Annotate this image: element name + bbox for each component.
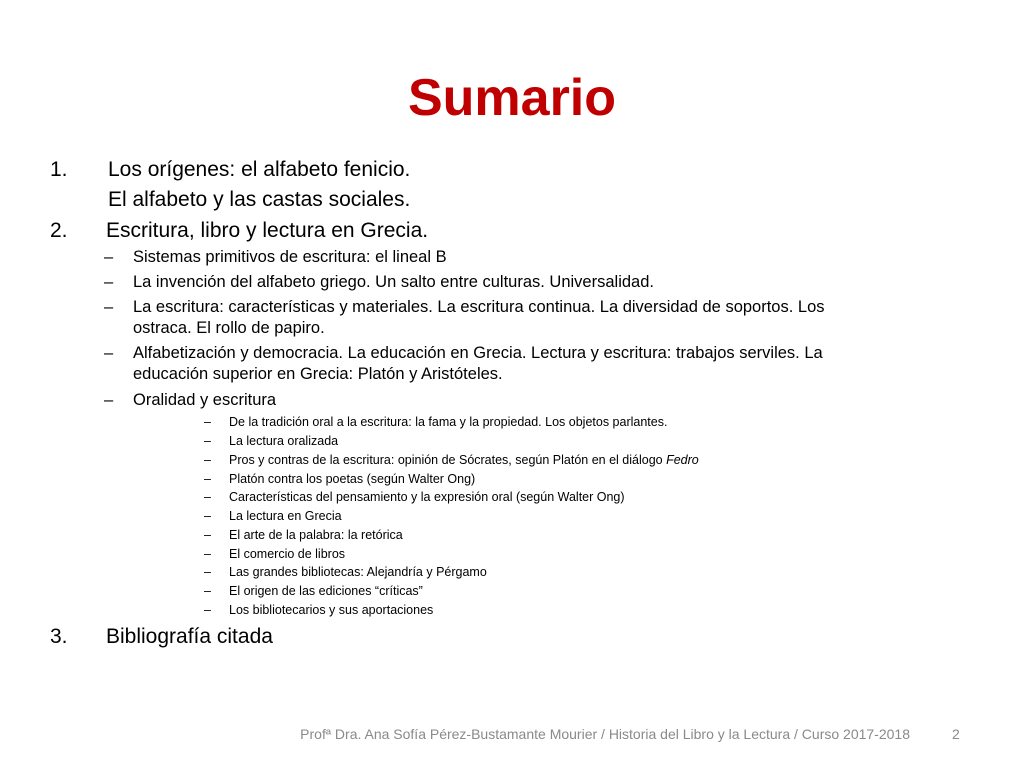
dash-bullet: – — [204, 547, 211, 561]
sub-item-text: educación superior en Grecia: Platón y Aristóteles. — [133, 365, 503, 383]
dash-bullet: – — [204, 584, 211, 598]
sub-item-text: Oralidad y escritura — [133, 391, 277, 409]
sub-sub-item-text: Los bibliotecarios y sus aportaciones — [229, 603, 434, 617]
footer-text: Profª Dra. Ana Sofía Pérez-Bustamante Mourier / Historia del Libro y la Lectura / Curso 2017-2018 — [300, 726, 910, 742]
sub-sub-item-text: El arte de la palabra: la retórica — [229, 528, 403, 542]
sub-sub-item-text: Platón contra los poetas (según Walter Ong) — [229, 472, 476, 486]
item-number: 2. — [50, 219, 68, 242]
dash-bullet: – — [204, 528, 211, 542]
sub-item-text: Alfabetización y democracia. La educación en Grecia. Lectura y escritura: trabajos serviles. La — [133, 344, 823, 362]
dash-bullet: – — [104, 344, 114, 362]
dash-bullet: – — [204, 509, 211, 523]
sub-sub-item-text: La lectura en Grecia — [229, 509, 342, 523]
dash-bullet: – — [104, 273, 114, 291]
dash-bullet: – — [204, 434, 211, 448]
sub-sub-item-text: La lectura oralizada — [229, 434, 339, 448]
dash-bullet: – — [104, 391, 114, 409]
dash-bullet: – — [104, 248, 114, 266]
sub-sub-item-text: El origen de las ediciones “críticas” — [229, 584, 423, 598]
dash-bullet: – — [204, 415, 211, 429]
item-number: 3. — [50, 625, 68, 648]
sub-item-text: La invención del alfabeto griego. Un salto entre culturas. Universalidad. — [133, 273, 654, 291]
sub-sub-item-text: Características del pensamiento y la expresión oral (según Walter Ong) — [229, 490, 625, 504]
dash-bullet: – — [204, 490, 211, 504]
item-text: El alfabeto y las castas sociales. — [108, 188, 411, 211]
dash-bullet: – — [204, 472, 211, 486]
italic-title: Fedro — [666, 453, 699, 467]
item-text: Los orígenes: el alfabeto fenicio. — [108, 158, 411, 181]
sub-item-text: ostraca. El rollo de papiro. — [133, 319, 325, 337]
dash-bullet: – — [204, 453, 211, 467]
sub-sub-item-text: Pros y contras de la escritura: opinión de Sócrates, según Platón en el diálogo Fedro — [229, 453, 699, 467]
slide-title: Sumario — [407, 69, 617, 127]
dash-bullet: – — [204, 565, 211, 579]
slide-footer — [0, 724, 1024, 744]
sub-sub-item-text: De la tradición oral a la escritura: la fama y la propiedad. Los objetos parlantes. — [229, 415, 668, 429]
item-number: 1. — [50, 158, 68, 181]
slide-number: 2 — [952, 726, 960, 742]
sub-sub-item-text: Las grandes bibliotecas: Alejandría y Pérgamo — [229, 565, 487, 579]
item-text: Bibliografía citada — [106, 625, 273, 648]
item-text: Escritura, libro y lectura en Grecia. — [106, 219, 429, 242]
sub-item-text: La escritura: características y materiales. La escritura continua. La diversidad de soportos. Los — [133, 298, 825, 316]
dash-bullet: – — [104, 298, 114, 316]
sub-item-text: Sistemas primitivos de escritura: el lineal B — [133, 248, 447, 266]
dash-bullet: – — [204, 603, 211, 617]
sub-sub-item-text: El comercio de libros — [229, 547, 346, 561]
